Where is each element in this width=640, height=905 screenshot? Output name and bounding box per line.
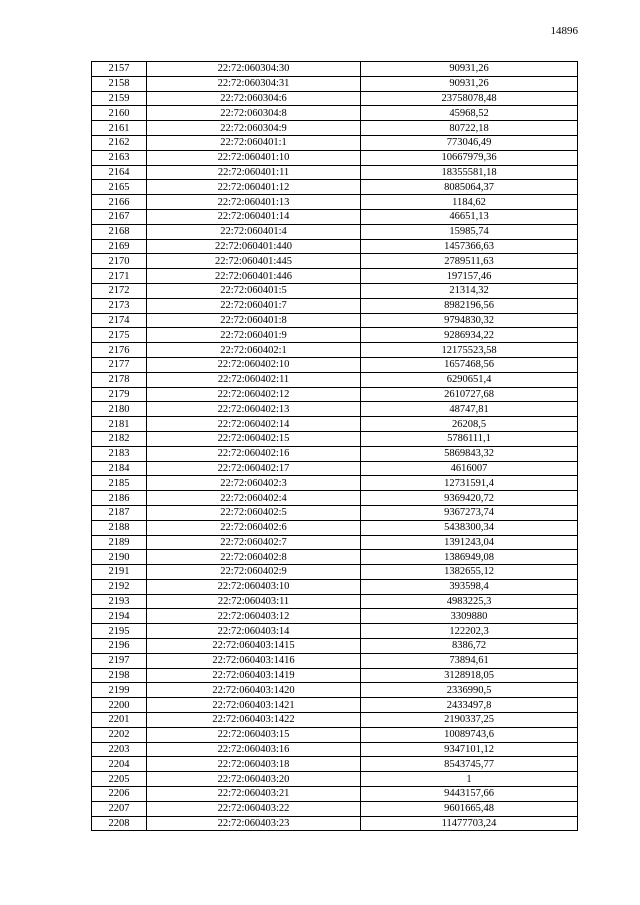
cadastral-value-table — [91, 61, 578, 831]
table-row — [92, 372, 578, 387]
table-row — [92, 76, 578, 91]
value-cell: 4616007 — [361, 461, 578, 476]
table-row — [92, 402, 578, 417]
cadastral-number-cell: 22:72:060401:11 — [147, 165, 361, 180]
table-row — [92, 417, 578, 432]
table-row — [92, 195, 578, 210]
value-cell: 10667979,36 — [361, 150, 578, 165]
table-row — [92, 91, 578, 106]
row-number-cell: 2190 — [92, 550, 147, 565]
table-row — [92, 727, 578, 742]
value-cell: 9443157,66 — [361, 787, 578, 802]
cadastral-number-cell: 22:72:060304:31 — [147, 76, 361, 91]
value-cell: 9601665,48 — [361, 801, 578, 816]
cadastral-number-cell: 22:72:060402:8 — [147, 550, 361, 565]
value-cell: 1184,62 — [361, 195, 578, 210]
cadastral-number-cell: 22:72:060401:445 — [147, 254, 361, 269]
cadastral-number-cell: 22:72:060403:10 — [147, 579, 361, 594]
value-cell: 5869843,32 — [361, 446, 578, 461]
value-cell: 1 — [361, 772, 578, 787]
table-row — [92, 698, 578, 713]
cadastral-number-cell: 22:72:060402:7 — [147, 535, 361, 550]
value-cell: 8543745,77 — [361, 757, 578, 772]
table-row — [92, 343, 578, 358]
cadastral-number-cell: 22:72:060401:12 — [147, 180, 361, 195]
cadastral-number-cell: 22:72:060401:10 — [147, 150, 361, 165]
table-row — [92, 106, 578, 121]
value-cell: 80722,18 — [361, 121, 578, 136]
row-number-cell: 2168 — [92, 224, 147, 239]
value-cell: 5786111,1 — [361, 431, 578, 446]
table-row — [92, 653, 578, 668]
row-number-cell: 2193 — [92, 594, 147, 609]
row-number-cell: 2183 — [92, 446, 147, 461]
table-row — [92, 150, 578, 165]
table-row — [92, 209, 578, 224]
value-cell: 26208,5 — [361, 417, 578, 432]
value-cell: 23758078,48 — [361, 91, 578, 106]
cadastral-number-cell: 22:72:060402:14 — [147, 417, 361, 432]
value-cell: 12175523,58 — [361, 343, 578, 358]
cadastral-number-cell: 22:72:060403:22 — [147, 801, 361, 816]
row-number-cell: 2181 — [92, 417, 147, 432]
table-row — [92, 461, 578, 476]
cadastral-number-cell: 22:72:060402:1 — [147, 343, 361, 358]
cadastral-number-cell: 22:72:060304:9 — [147, 121, 361, 136]
cadastral-number-cell: 22:72:060403:14 — [147, 624, 361, 639]
row-number-cell: 2163 — [92, 150, 147, 165]
row-number-cell: 2201 — [92, 713, 147, 728]
value-cell: 2789511,63 — [361, 254, 578, 269]
row-number-cell: 2161 — [92, 121, 147, 136]
cadastral-number-cell: 22:72:060401:7 — [147, 298, 361, 313]
value-cell: 9286934,22 — [361, 328, 578, 343]
cadastral-number-cell: 22:72:060401:4 — [147, 224, 361, 239]
value-cell: 9347101,12 — [361, 742, 578, 757]
value-cell: 2336990,5 — [361, 683, 578, 698]
table-row — [92, 431, 578, 446]
cadastral-number-cell: 22:72:060402:17 — [147, 461, 361, 476]
table-row — [92, 713, 578, 728]
table-row — [92, 742, 578, 757]
value-cell: 10089743,6 — [361, 727, 578, 742]
row-number-cell: 2169 — [92, 239, 147, 254]
row-number-cell: 2182 — [92, 431, 147, 446]
cadastral-number-cell: 22:72:060401:5 — [147, 283, 361, 298]
value-cell: 197157,46 — [361, 269, 578, 284]
table-row — [92, 135, 578, 150]
table-row — [92, 165, 578, 180]
value-cell: 1457366,63 — [361, 239, 578, 254]
cadastral-number-cell: 22:72:060402:11 — [147, 372, 361, 387]
value-cell: 11477703,24 — [361, 816, 578, 831]
row-number-cell: 2205 — [92, 772, 147, 787]
row-number-cell: 2157 — [92, 62, 147, 77]
value-cell: 1657468,56 — [361, 357, 578, 372]
row-number-cell: 2195 — [92, 624, 147, 639]
value-cell: 48747,81 — [361, 402, 578, 417]
value-cell: 12731591,4 — [361, 476, 578, 491]
row-number-cell: 2176 — [92, 343, 147, 358]
row-number-cell: 2174 — [92, 313, 147, 328]
value-cell: 1391243,04 — [361, 535, 578, 550]
cadastral-number-cell: 22:72:060304:30 — [147, 62, 361, 77]
row-number-cell: 2172 — [92, 283, 147, 298]
value-cell: 2190337,25 — [361, 713, 578, 728]
value-cell: 393598,4 — [361, 579, 578, 594]
row-number-cell: 2177 — [92, 357, 147, 372]
cadastral-number-cell: 22:72:060402:16 — [147, 446, 361, 461]
table-row — [92, 579, 578, 594]
row-number-cell: 2191 — [92, 565, 147, 580]
row-number-cell: 2194 — [92, 609, 147, 624]
page-number: 14896 — [550, 25, 578, 37]
value-cell: 122202,3 — [361, 624, 578, 639]
table-row — [92, 269, 578, 284]
value-cell: 5438300,34 — [361, 520, 578, 535]
cadastral-number-cell: 22:72:060402:5 — [147, 505, 361, 520]
table-row — [92, 476, 578, 491]
row-number-cell: 2166 — [92, 195, 147, 210]
row-number-cell: 2198 — [92, 668, 147, 683]
table-row — [92, 121, 578, 136]
cadastral-number-cell: 22:72:060402:10 — [147, 357, 361, 372]
row-number-cell: 2199 — [92, 683, 147, 698]
table-row — [92, 387, 578, 402]
value-cell: 18355581,18 — [361, 165, 578, 180]
table-row — [92, 787, 578, 802]
table-row — [92, 180, 578, 195]
table-row — [92, 357, 578, 372]
table-row — [92, 609, 578, 624]
value-cell: 15985,74 — [361, 224, 578, 239]
table-row — [92, 491, 578, 506]
row-number-cell: 2178 — [92, 372, 147, 387]
cadastral-number-cell: 22:72:060401:1 — [147, 135, 361, 150]
cadastral-number-cell: 22:72:060403:23 — [147, 816, 361, 831]
table-row — [92, 224, 578, 239]
cadastral-number-cell: 22:72:060403:18 — [147, 757, 361, 772]
row-number-cell: 2158 — [92, 76, 147, 91]
row-number-cell: 2160 — [92, 106, 147, 121]
value-cell: 2433497,8 — [361, 698, 578, 713]
value-cell: 46651,13 — [361, 209, 578, 224]
cadastral-number-cell: 22:72:060304:6 — [147, 91, 361, 106]
value-cell: 21314,32 — [361, 283, 578, 298]
row-number-cell: 2171 — [92, 269, 147, 284]
table-row — [92, 639, 578, 654]
table-row — [92, 668, 578, 683]
cadastral-number-cell: 22:72:060403:1415 — [147, 639, 361, 654]
value-cell: 45968,52 — [361, 106, 578, 121]
row-number-cell: 2184 — [92, 461, 147, 476]
row-number-cell: 2188 — [92, 520, 147, 535]
table-body — [92, 62, 578, 831]
table-row — [92, 550, 578, 565]
cadastral-number-cell: 22:72:060401:9 — [147, 328, 361, 343]
table-row — [92, 328, 578, 343]
table-row — [92, 505, 578, 520]
table-row — [92, 446, 578, 461]
row-number-cell: 2159 — [92, 91, 147, 106]
row-number-cell: 2187 — [92, 505, 147, 520]
value-cell: 8386,72 — [361, 639, 578, 654]
row-number-cell: 2204 — [92, 757, 147, 772]
cadastral-number-cell: 22:72:060402:12 — [147, 387, 361, 402]
value-cell: 2610727,68 — [361, 387, 578, 402]
cadastral-number-cell: 22:72:060403:1419 — [147, 668, 361, 683]
row-number-cell: 2179 — [92, 387, 147, 402]
table-row — [92, 239, 578, 254]
cadastral-number-cell: 22:72:060402:3 — [147, 476, 361, 491]
table-row — [92, 283, 578, 298]
row-number-cell: 2207 — [92, 801, 147, 816]
cadastral-number-cell: 22:72:060402:13 — [147, 402, 361, 417]
row-number-cell: 2180 — [92, 402, 147, 417]
cadastral-number-cell: 22:72:060401:446 — [147, 269, 361, 284]
table-row — [92, 772, 578, 787]
cadastral-number-cell: 22:72:060402:4 — [147, 491, 361, 506]
value-cell: 3309880 — [361, 609, 578, 624]
row-number-cell: 2165 — [92, 180, 147, 195]
row-number-cell: 2164 — [92, 165, 147, 180]
row-number-cell: 2208 — [92, 816, 147, 831]
cadastral-number-cell: 22:72:060403:15 — [147, 727, 361, 742]
cadastral-number-cell: 22:72:060401:440 — [147, 239, 361, 254]
cadastral-number-cell: 22:72:060401:14 — [147, 209, 361, 224]
value-cell: 1382655,12 — [361, 565, 578, 580]
cadastral-number-cell: 22:72:060403:1422 — [147, 713, 361, 728]
value-cell: 6290651,4 — [361, 372, 578, 387]
cadastral-number-cell: 22:72:060403:1416 — [147, 653, 361, 668]
table-row — [92, 816, 578, 831]
row-number-cell: 2203 — [92, 742, 147, 757]
cadastral-number-cell: 22:72:060403:20 — [147, 772, 361, 787]
cadastral-number-cell: 22:72:060403:1420 — [147, 683, 361, 698]
row-number-cell: 2170 — [92, 254, 147, 269]
row-number-cell: 2206 — [92, 787, 147, 802]
cadastral-number-cell: 22:72:060403:21 — [147, 787, 361, 802]
value-cell: 90931,26 — [361, 76, 578, 91]
row-number-cell: 2173 — [92, 298, 147, 313]
value-cell: 8982196,56 — [361, 298, 578, 313]
table-row — [92, 683, 578, 698]
table-row — [92, 801, 578, 816]
cadastral-number-cell: 22:72:060402:6 — [147, 520, 361, 535]
cadastral-number-cell: 22:72:060304:8 — [147, 106, 361, 121]
table-row — [92, 298, 578, 313]
row-number-cell: 2186 — [92, 491, 147, 506]
table-row — [92, 520, 578, 535]
value-cell: 8085064,37 — [361, 180, 578, 195]
row-number-cell: 2197 — [92, 653, 147, 668]
table-row — [92, 254, 578, 269]
table-row — [92, 565, 578, 580]
cadastral-number-cell: 22:72:060402:9 — [147, 565, 361, 580]
value-cell: 4983225,3 — [361, 594, 578, 609]
value-cell: 9367273,74 — [361, 505, 578, 520]
row-number-cell: 2200 — [92, 698, 147, 713]
table-row — [92, 624, 578, 639]
cadastral-number-cell: 22:72:060401:13 — [147, 195, 361, 210]
row-number-cell: 2202 — [92, 727, 147, 742]
value-cell: 73894,61 — [361, 653, 578, 668]
row-number-cell: 2185 — [92, 476, 147, 491]
cadastral-number-cell: 22:72:060403:1421 — [147, 698, 361, 713]
value-cell: 9369420,72 — [361, 491, 578, 506]
row-number-cell: 2175 — [92, 328, 147, 343]
table-row — [92, 594, 578, 609]
row-number-cell: 2196 — [92, 639, 147, 654]
row-number-cell: 2189 — [92, 535, 147, 550]
table-row — [92, 535, 578, 550]
row-number-cell: 2167 — [92, 209, 147, 224]
table-row — [92, 62, 578, 77]
value-cell: 1386949,08 — [361, 550, 578, 565]
cadastral-number-cell: 22:72:060402:15 — [147, 431, 361, 446]
value-cell: 90931,26 — [361, 62, 578, 77]
row-number-cell: 2192 — [92, 579, 147, 594]
table-row — [92, 757, 578, 772]
value-cell: 3128918,05 — [361, 668, 578, 683]
cadastral-number-cell: 22:72:060401:8 — [147, 313, 361, 328]
cadastral-number-cell: 22:72:060403:11 — [147, 594, 361, 609]
row-number-cell: 2162 — [92, 135, 147, 150]
cadastral-number-cell: 22:72:060403:16 — [147, 742, 361, 757]
table-row — [92, 313, 578, 328]
value-cell: 773046,49 — [361, 135, 578, 150]
value-cell: 9794830,32 — [361, 313, 578, 328]
cadastral-number-cell: 22:72:060403:12 — [147, 609, 361, 624]
